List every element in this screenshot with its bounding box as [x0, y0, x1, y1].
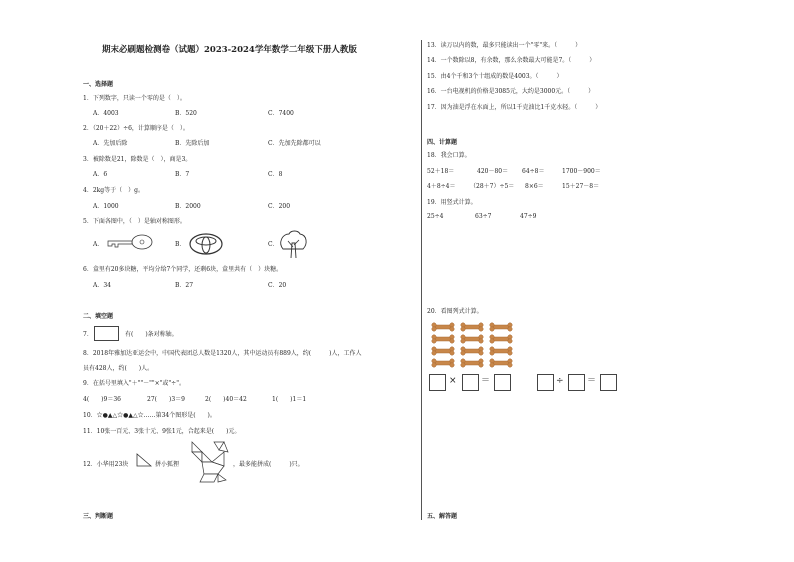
q3-option-b: B．7: [175, 171, 190, 178]
section-judgement: 三、判断题: [83, 513, 114, 520]
question-18: 18．我会口算。: [427, 152, 471, 159]
key-icon: [104, 233, 154, 255]
answer-box-5[interactable]: [568, 374, 585, 391]
q2-option-b: B．先除后加: [175, 140, 210, 147]
column-divider: [421, 40, 422, 520]
equals-sign-1: ＝: [481, 376, 491, 386]
divide-sign: ÷: [556, 376, 564, 386]
question-2: 2．（20＋22）÷6，计算顺序是（ ）。: [83, 125, 189, 132]
q3-option-c: C．8: [268, 171, 283, 178]
q4-option-c: C．200: [268, 203, 291, 210]
q6-option-a: A．34: [93, 282, 111, 289]
oral-calc-4: 1700－900＝: [562, 168, 601, 175]
q2-option-c: C．先加先除都可以: [268, 140, 321, 147]
q1-option-c: C．7400: [268, 110, 294, 117]
tree-icon: [278, 229, 308, 259]
answer-box-4[interactable]: [537, 374, 554, 391]
oral-calc-8: 15＋27－8＝: [562, 183, 600, 190]
times-sign: ×: [449, 376, 457, 386]
question-12-part1: 12．小华用23块: [83, 461, 129, 468]
answer-box-3[interactable]: [494, 374, 511, 391]
q4-option-b: B．2000: [175, 203, 201, 210]
question-20: 20．看图列式计算。: [427, 308, 483, 315]
question-10: 10．☆●▲△☆●▲△☆……第34个图形是( )。: [83, 412, 216, 419]
oral-calc-6: （28＋7）÷5＝: [470, 183, 515, 190]
rectangle-shape: [94, 326, 119, 341]
question-8-line2: 员有428人，约( )人。: [83, 365, 154, 372]
q1-option-b: B．520: [175, 110, 197, 117]
vertical-calc-3: 47÷9: [520, 213, 537, 220]
question-12-part2: 拼小狐狸: [155, 461, 180, 468]
oral-calc-7: 8×6＝: [525, 183, 544, 190]
tangram-fox-icon: [190, 440, 230, 484]
section-calculation: 四、计算题: [427, 139, 458, 146]
section-choice: 一、选择题: [83, 81, 114, 88]
q5-option-b: B．: [175, 241, 186, 248]
vertical-calc-1: 25÷4: [427, 213, 444, 220]
q9-eq-2: 27( )3＝9: [147, 396, 185, 403]
question-11: 11．10张一百元、3张十元、9张1元，合起来是( )元。: [83, 428, 241, 435]
question-15: 15．由4个千和3个十组成的数是4003。（ ）: [427, 73, 563, 80]
question-17: 17．因为油是浮在水面上，所以1千克油比1千克水轻。（ ）: [427, 104, 602, 111]
q9-eq-4: 1( )1＝1: [272, 396, 307, 403]
vertical-calc-2: 63÷7: [475, 213, 492, 220]
q5-option-a: A．: [93, 241, 104, 248]
q2-option-a: A．先加后除: [93, 140, 128, 147]
question-6: 6．盒里有20多块糖，平均分给7个同学，还剩6块，盒里共有（ ）块糖。: [83, 266, 283, 273]
section-fill-blank: 二、填空题: [83, 313, 114, 320]
question-8-line1: 8．2018年雅加达亚运会中，中国代表团总人数是1320人，其中运动员有889人，约( )人，工作人: [83, 350, 362, 357]
question-12-part3: ，最多能拼成( )只。: [233, 461, 304, 468]
equals-sign-2: ＝: [587, 376, 597, 386]
question-16: 16．一台电视机的价格是3085元，大约是3000元。（ ）: [427, 88, 595, 95]
q9-eq-3: 2( )40＝42: [205, 396, 247, 403]
toyota-logo-icon: [188, 233, 224, 255]
answer-box-6[interactable]: [600, 374, 617, 391]
question-14: 14．一个数除以8，有余数，那么余数最大可能是7。（ ）: [427, 57, 596, 64]
question-13: 13．读万以内的数，最多只能读出一个"零"来。（ ）: [427, 42, 582, 49]
question-1: 1．下列数字，只读一个零的是（ ）。: [83, 95, 186, 102]
question-3: 3．被除数是21，除数是（ ），商是3。: [83, 156, 192, 163]
oral-calc-2: 420－80＝: [477, 168, 509, 175]
oral-calc-5: 4＋8÷4＝: [427, 183, 456, 190]
page-title: 期末必刷题检测卷（试题）2023-2024学年数学二年级下册人教版: [102, 45, 357, 55]
q9-eq-1: 4( )9＝36: [83, 396, 121, 403]
question-4: 4．2kg等于（ ）g。: [83, 187, 144, 194]
answer-box-2[interactable]: [462, 374, 479, 391]
q3-option-a: A．6: [93, 171, 108, 178]
question-19: 19．用竖式计算。: [427, 199, 477, 206]
q5-option-c: C．: [268, 241, 279, 248]
question-5: 5．下面各图中，（ ）是轴对称图形。: [83, 218, 186, 225]
question-7-number: 7．: [83, 331, 93, 338]
bones-picture: [428, 322, 518, 372]
q4-option-a: A．1000: [93, 203, 119, 210]
question-9: 9．在括号里填入"＋""－""×"或"÷"。: [83, 380, 185, 387]
triangle-piece-icon: [136, 453, 152, 467]
answer-box-1[interactable]: [429, 374, 446, 391]
q6-option-b: B．27: [175, 282, 194, 289]
oral-calc-1: 52＋18＝: [427, 168, 455, 175]
q6-option-c: C．20: [268, 282, 287, 289]
question-7-text: 有( )条对称轴。: [125, 331, 178, 338]
section-word-problems: 五、解答题: [427, 513, 458, 520]
q1-option-a: A．4003: [93, 110, 119, 117]
oral-calc-3: 64÷8＝: [522, 168, 545, 175]
